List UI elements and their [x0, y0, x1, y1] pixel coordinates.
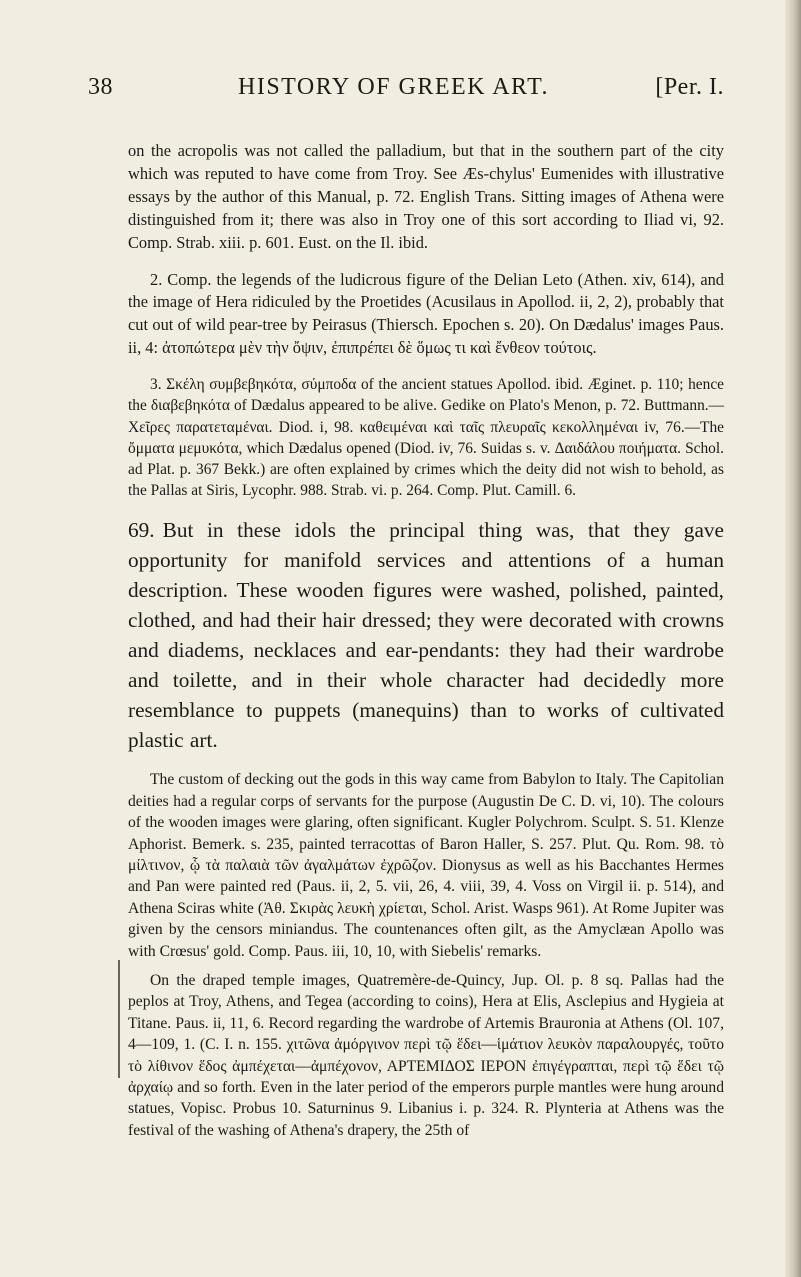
section-marker: [Per. I. — [655, 74, 724, 100]
body-paragraph — [128, 515, 724, 755]
running-header — [88, 74, 724, 104]
note-paragraph: on the acropolis was not called the palladium, but that in the southern part of the city which was reputed to have come from Troy. See Æs-chylus' Eumenides with illustrative essays by the author of this Manual, p. 72. English Trans. Sitting images of Athena were distinguished from it; there was also in Troy one of this sort according to Iliad vi, 92. Comp. Strab. xiii. p. 601. Eust. on the Il. ibid. — [128, 141, 724, 252]
note-paragraph: On the draped temple images, Quatremère-de-Quincy, Jup. Ol. p. 8 sq. Pallas had the peplos at Troy, Athens, and Tegea (according to coins), Hera at Elis, Asclepius and Hygieia at Titane. Paus. ii, 11, 6. Record regarding the wardrobe of Artemis Brauronia at Athens (Ol. 107, 4—109, 1. (C. I. n. 155. χιτῶνα ἀμόργινον περὶ τῷ ἕδει—ἱμάτιον λευκὸν παραλουργές, τοῦτο τὸ λίθινον ἕδος ἀμπέχεται—ἀμπέχονον, ΑΡΤΕΜΙΔΟΣ ΙΕΡΟΝ ἐπιγέγραπται, περὶ τῷ ἕδει τῷ ἀρχαίῳ and so forth. Even in the later period of the emperors purple mantles were hung around statues, Vopisc. Probus 10. Saturninus 9. Libanius i. p. 324. R. Plynteria at Athens was the festival of the washing of Athena's drapery, the 25th of — [128, 972, 724, 1139]
note-paragraph: 2. Comp. the legends of the ludicrous figure of the Delian Leto (Athen. xiv, 614), and the image of Hera ridiculed by the Proetides (Acusilaus in Apollod. ii, 2, 2), probably that cut out of wild pear-tree by Peirasus (Thiersch. Epochen s. 20). On Dædalus' images Paus. ii, 4: ἀτοπώτερα μὲν τὴν ὄψιν, ἐπιπρέπει δὲ ὅμως τι καὶ ἔνθεον τούτοις. — [128, 269, 724, 358]
note-paragraph: The custom of decking out the gods in this way came from Babylon to Italy. The Capitolian deities had a regular corps of servants for the purpose (Augustin De C. D. vi, 10). The colours of the wooden images were glaring, often significant. Kugler Polychrom. Sculpt. S. 51. Klenze Aphorist. Bemerk. s. 235, painted terracottas of Baron Haller, S. 257. Plut. Qu. Rom. 98. τὸ μίλτινον, ᾧ τὰ παλαιὰ τῶν ἀγαλμάτων ἐχρῶζον. Dionysus as well as his Bacchantes Hermes and Pan were painted red (Paus. ii, 2, 5. vii, 26, 4. viii, 39, 4. Voss on Virgil ii. p. 514), and Athena Sciras white (Ἀθ. Σκιρὰς λευκὴ χρίεται, Schol. Arist. Wasps 961). At Rome Jupiter was given by the censors miniandus. The countenances often gilt, as the Amyclæan Apollo was with Crœsus' gold. Comp. Paus. iii, 10, 10, with Siebelis' remarks. — [128, 771, 724, 960]
paragraph-number: 69. — [128, 518, 155, 543]
body-paragraph-text: But in these idols the principal thing was, that they gave opportunity for manifold services and attentions of a human description. These wooden figures were washed, polished, painted, clothed, and had their hair dressed; they were decorated with crowns and diadems, necklaces and ear-pendants: they had their wardrobe and toilette, and in their whole character had decidedly more resemblance to puppets (manequins) than to works of cultivated plastic art. — [128, 518, 724, 753]
margin-mark — [118, 960, 120, 1078]
page-number: 38 — [88, 74, 113, 100]
note-paragraph: 3. Σκέλη συμβεβηκότα, σύμποδα of the ancient statues Apollod. ibid. Æginet. p. 110; hence the διαβεβηκότα of Dædalus appeared to be alive. Gedike on Plato's Menon, p. 72. Buttmann.—Χεῖρες παρατεταμέναι. Diod. i, 98. καθειμέναι καὶ ταῖς πλευραῖς κεκολλημέναι iv, 76.—The ὄμματα μεμυκότα, which Dædalus opened (Diod. iv, 76. Suidas s. v. Δαιδάλου ποιήματα. Schol. ad Plat. p. 367 Bekk.) are often explained by crimes which the deity did not wish to behold, as the Pallas at Siris, Lycophr. 988. Strab. vi. p. 264. Comp. Plut. Camill. 6. — [128, 376, 724, 500]
page-edge-shadow — [785, 0, 801, 1277]
page-content — [128, 140, 724, 1141]
running-title: HISTORY OF GREEK ART. — [238, 74, 549, 100]
